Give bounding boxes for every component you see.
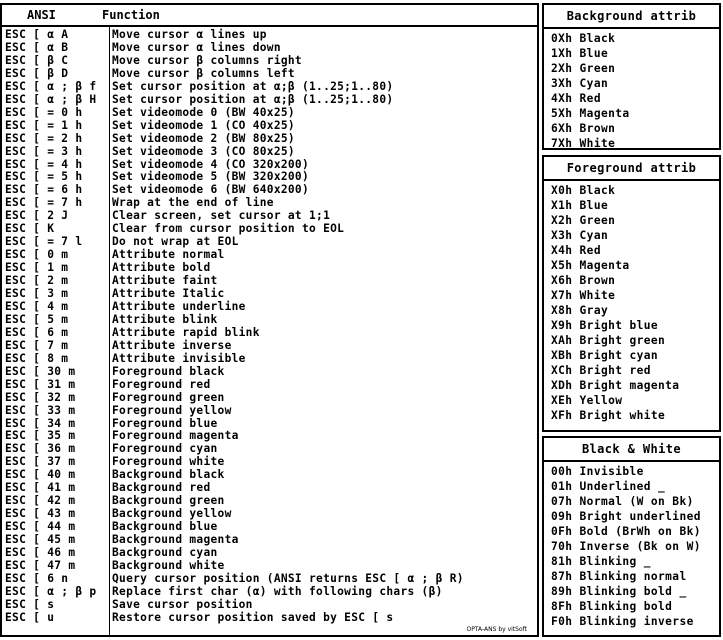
ansi-function: Restore cursor position saved by ESC [ s xyxy=(112,610,394,624)
ansi-code: ESC [ 5 m xyxy=(5,312,69,326)
ansi-function: Foreground blue xyxy=(112,416,218,430)
background-attrib-panel xyxy=(542,3,721,150)
foreground-attrib-item: X1h Blue xyxy=(551,199,609,212)
ansi-code: ESC [ 34 m xyxy=(5,416,76,430)
ansi-function: Save cursor position xyxy=(112,597,253,611)
ansi-function: Background yellow xyxy=(112,507,232,521)
ansi-code: ESC [ = 6 h xyxy=(5,183,83,197)
ansi-function: Wrap at the end of line xyxy=(112,196,274,210)
ansi-code: ESC [ K xyxy=(5,222,55,236)
ansi-code: ESC [ 2 m xyxy=(5,274,69,288)
ansi-function: Background red xyxy=(112,481,211,495)
ansi-code: ESC [ 32 m xyxy=(5,390,76,404)
foreground-attrib-item: X7h White xyxy=(551,289,616,302)
ansi-code: ESC [ 35 m xyxy=(5,429,76,443)
foreground-attrib-item: XCh Bright red xyxy=(551,364,651,377)
black-white-item: 09h Bright underlined xyxy=(551,510,701,523)
ansi-code: ESC [ 7 m xyxy=(5,338,69,352)
foreground-attrib-item: X6h Brown xyxy=(551,274,616,287)
ansi-code: ESC [ 6 n xyxy=(5,571,69,585)
ansi-function: Background blue xyxy=(112,520,218,534)
ansi-code: ESC [ 1 m xyxy=(5,261,69,275)
ansi-code: ESC [ = 4 h xyxy=(5,157,83,171)
ansi-code: ESC [ 45 m xyxy=(5,533,76,547)
ansi-function: Background magenta xyxy=(112,533,239,547)
ansi-function: Replace first char (α) with following chars (β) xyxy=(112,584,443,598)
ansi-function: Attribute bold xyxy=(112,261,211,275)
ansi-code: ESC [ 36 m xyxy=(5,442,76,456)
background-attrib-item: 5Xh Magenta xyxy=(551,107,630,120)
ansi-code: ESC [ = 0 h xyxy=(5,105,83,119)
ansi-function: Set videomode 4 (CO 320x200) xyxy=(112,157,309,171)
background-attrib-item: 7Xh White xyxy=(551,137,616,150)
ansi-function: Do not wrap at EOL xyxy=(112,235,239,249)
ansi-function: Background white xyxy=(112,558,225,572)
ansi-function: Foreground green xyxy=(112,390,225,404)
ansi-function: Move cursor β columns left xyxy=(112,66,295,80)
ansi-function: Background black xyxy=(112,468,225,482)
ansi-code: ESC [ α A xyxy=(5,28,69,41)
foreground-attrib-list xyxy=(544,181,719,423)
ansi-function: Attribute faint xyxy=(112,274,218,288)
ansi-code: ESC [ α ; β f xyxy=(5,79,97,93)
ansi-function: Foreground cyan xyxy=(112,442,218,456)
ansi-function: Foreground black xyxy=(112,364,225,378)
ansi-function: Foreground white xyxy=(112,455,225,469)
ansi-code: ESC [ 30 m xyxy=(5,364,76,378)
ansi-function: Set videomode 2 (BW 80x25) xyxy=(112,131,295,145)
background-attrib-item: 0Xh Black xyxy=(551,32,616,45)
ansi-function: Set videomode 5 (BW 320x200) xyxy=(112,170,309,184)
ansi-code: ESC [ = 7 h xyxy=(5,196,83,210)
ansi-table-header xyxy=(2,5,537,27)
header-function: Function xyxy=(102,8,160,22)
ansi-function: Clear from cursor position to EOL xyxy=(112,222,345,236)
ansi-code: ESC [ α ; β H xyxy=(5,92,97,106)
foreground-attrib-item: XDh Bright magenta xyxy=(551,379,680,392)
foreground-attrib-item: X9h Bright blue xyxy=(551,319,659,332)
ansi-function: Attribute normal xyxy=(112,248,225,262)
ansi-code: ESC [ 44 m xyxy=(5,520,76,534)
background-attrib-item: 3Xh Cyan xyxy=(551,77,609,90)
ansi-function: Move cursor β columns right xyxy=(112,53,302,67)
ansi-function: Set cursor position at α;β (1..25;1..80) xyxy=(112,79,394,93)
black-white-item: 0Fh Bold (BrWh on Bk) xyxy=(551,525,701,538)
ansi-function: Attribute invisible xyxy=(112,351,246,365)
ansi-function: Attribute rapid blink xyxy=(112,325,260,339)
black-white-item: F0h Blinking inverse xyxy=(551,615,694,628)
ansi-function: Attribute underline xyxy=(112,299,246,313)
ansi-code: ESC [ 3 m xyxy=(5,287,69,300)
black-white-item: 01h Underlined _ xyxy=(551,480,666,493)
column-divider xyxy=(109,27,110,635)
black-white-item: 87h Blinking normal xyxy=(551,570,687,583)
ansi-function: Query cursor position (ANSI returns ESC [ α ; β R) xyxy=(112,571,464,585)
foreground-attrib-item: XEh Yellow xyxy=(551,394,623,407)
ansi-function: Set cursor position at α;β (1..25;1..80) xyxy=(112,92,394,106)
ansi-code: ESC [ 8 m xyxy=(5,351,69,365)
ansi-code: ESC [ = 3 h xyxy=(5,144,83,158)
ansi-function: Foreground magenta xyxy=(112,429,239,443)
ansi-function: Set videomode 6 (BW 640x200) xyxy=(112,183,309,197)
ansi-code: ESC [ 40 m xyxy=(5,468,76,482)
black-white-item: 8Fh Blinking bold xyxy=(551,600,673,613)
ansi-code: ESC [ 37 m xyxy=(5,455,76,469)
ansi-code: ESC [ 2 J xyxy=(5,209,69,223)
foreground-attrib-item: X2h Green xyxy=(551,214,616,227)
ansi-code: ESC [ s xyxy=(5,597,55,611)
ansi-code: ESC [ 43 m xyxy=(5,507,76,521)
ansi-code: ESC [ α ; β p xyxy=(5,584,97,598)
ansi-function: Attribute Italic xyxy=(112,287,225,300)
foreground-attrib-item: XAh Bright green xyxy=(551,334,666,347)
background-attrib-item: 6Xh Brown xyxy=(551,122,616,135)
black-white-panel xyxy=(542,436,721,637)
foreground-attrib-item: X3h Cyan xyxy=(551,229,609,242)
ansi-code: ESC [ α B xyxy=(5,40,69,54)
black-white-item: 00h Invisible xyxy=(551,465,644,478)
ansi-function: Foreground yellow xyxy=(112,403,232,417)
ansi-function: Move cursor α lines down xyxy=(112,40,281,54)
background-attrib-item: 2Xh Green xyxy=(551,62,616,75)
foreground-attrib-item: X8h Gray xyxy=(551,304,609,317)
ansi-function: Attribute blink xyxy=(112,312,218,326)
ansi-function: Attribute inverse xyxy=(112,338,232,352)
ansi-function: Set videomode 3 (CO 80x25) xyxy=(112,144,295,158)
foreground-attrib-panel xyxy=(542,155,721,432)
ansi-code: ESC [ 4 m xyxy=(5,299,69,313)
ansi-code: ESC [ 46 m xyxy=(5,546,76,559)
ansi-code: ESC [ 0 m xyxy=(5,248,69,262)
ansi-function: Background green xyxy=(112,494,225,508)
background-attrib-item: 4Xh Red xyxy=(551,92,601,105)
ansi-code: ESC [ = 2 h xyxy=(5,131,83,145)
ansi-code: ESC [ 33 m xyxy=(5,403,76,417)
ansi-function: Clear screen, set cursor at 1;1 xyxy=(112,209,331,223)
black-white-item: 07h Normal (W on Bk) xyxy=(551,495,694,508)
ansi-function: Foreground red xyxy=(112,377,211,391)
ansi-code: ESC [ β D xyxy=(5,66,69,80)
black-white-item: 89h Blinking bold _ xyxy=(551,585,687,598)
ansi-function: Background cyan xyxy=(112,546,218,559)
black-white-item: 70h Inverse (Bk on W) xyxy=(551,540,701,553)
ansi-code: ESC [ = 1 h xyxy=(5,118,83,132)
background-attrib-list xyxy=(544,29,719,151)
credit: OPTA-ANS by vitSoft xyxy=(466,626,527,633)
foreground-attrib-title: Foreground attrib xyxy=(544,157,719,181)
black-white-item: 81h Blinking _ xyxy=(551,555,651,568)
ansi-code: ESC [ = 5 h xyxy=(5,170,83,184)
black-white-list xyxy=(544,462,719,629)
ansi-code: ESC [ 31 m xyxy=(5,377,76,391)
header-ansi: ANSI xyxy=(27,8,56,22)
ansi-function: Move cursor α lines up xyxy=(112,28,267,41)
ansi-code: ESC [ β C xyxy=(5,53,69,67)
ansi-function: Set videomode 0 (BW 40x25) xyxy=(112,105,295,119)
background-attrib-title: Background attrib xyxy=(544,5,719,29)
ansi-code: ESC [ = 7 l xyxy=(5,235,83,249)
ansi-code: ESC [ 41 m xyxy=(5,481,76,495)
black-white-title: Black & White xyxy=(544,438,719,462)
ansi-code: ESC [ 42 m xyxy=(5,494,76,508)
ansi-code: ESC [ 6 m xyxy=(5,325,69,339)
ansi-code: ESC [ u xyxy=(5,610,55,624)
foreground-attrib-item: X5h Magenta xyxy=(551,259,630,272)
ansi-table-panel xyxy=(0,3,539,637)
background-attrib-item: 1Xh Blue xyxy=(551,47,609,60)
foreground-attrib-item: X4h Red xyxy=(551,244,601,257)
ansi-function: Set videomode 1 (CO 40x25) xyxy=(112,118,295,132)
ansi-code: ESC [ 47 m xyxy=(5,558,76,572)
foreground-attrib-item: X0h Black xyxy=(551,184,616,197)
foreground-attrib-item: XFh Bright white xyxy=(551,409,666,422)
foreground-attrib-item: XBh Bright cyan xyxy=(551,349,659,362)
